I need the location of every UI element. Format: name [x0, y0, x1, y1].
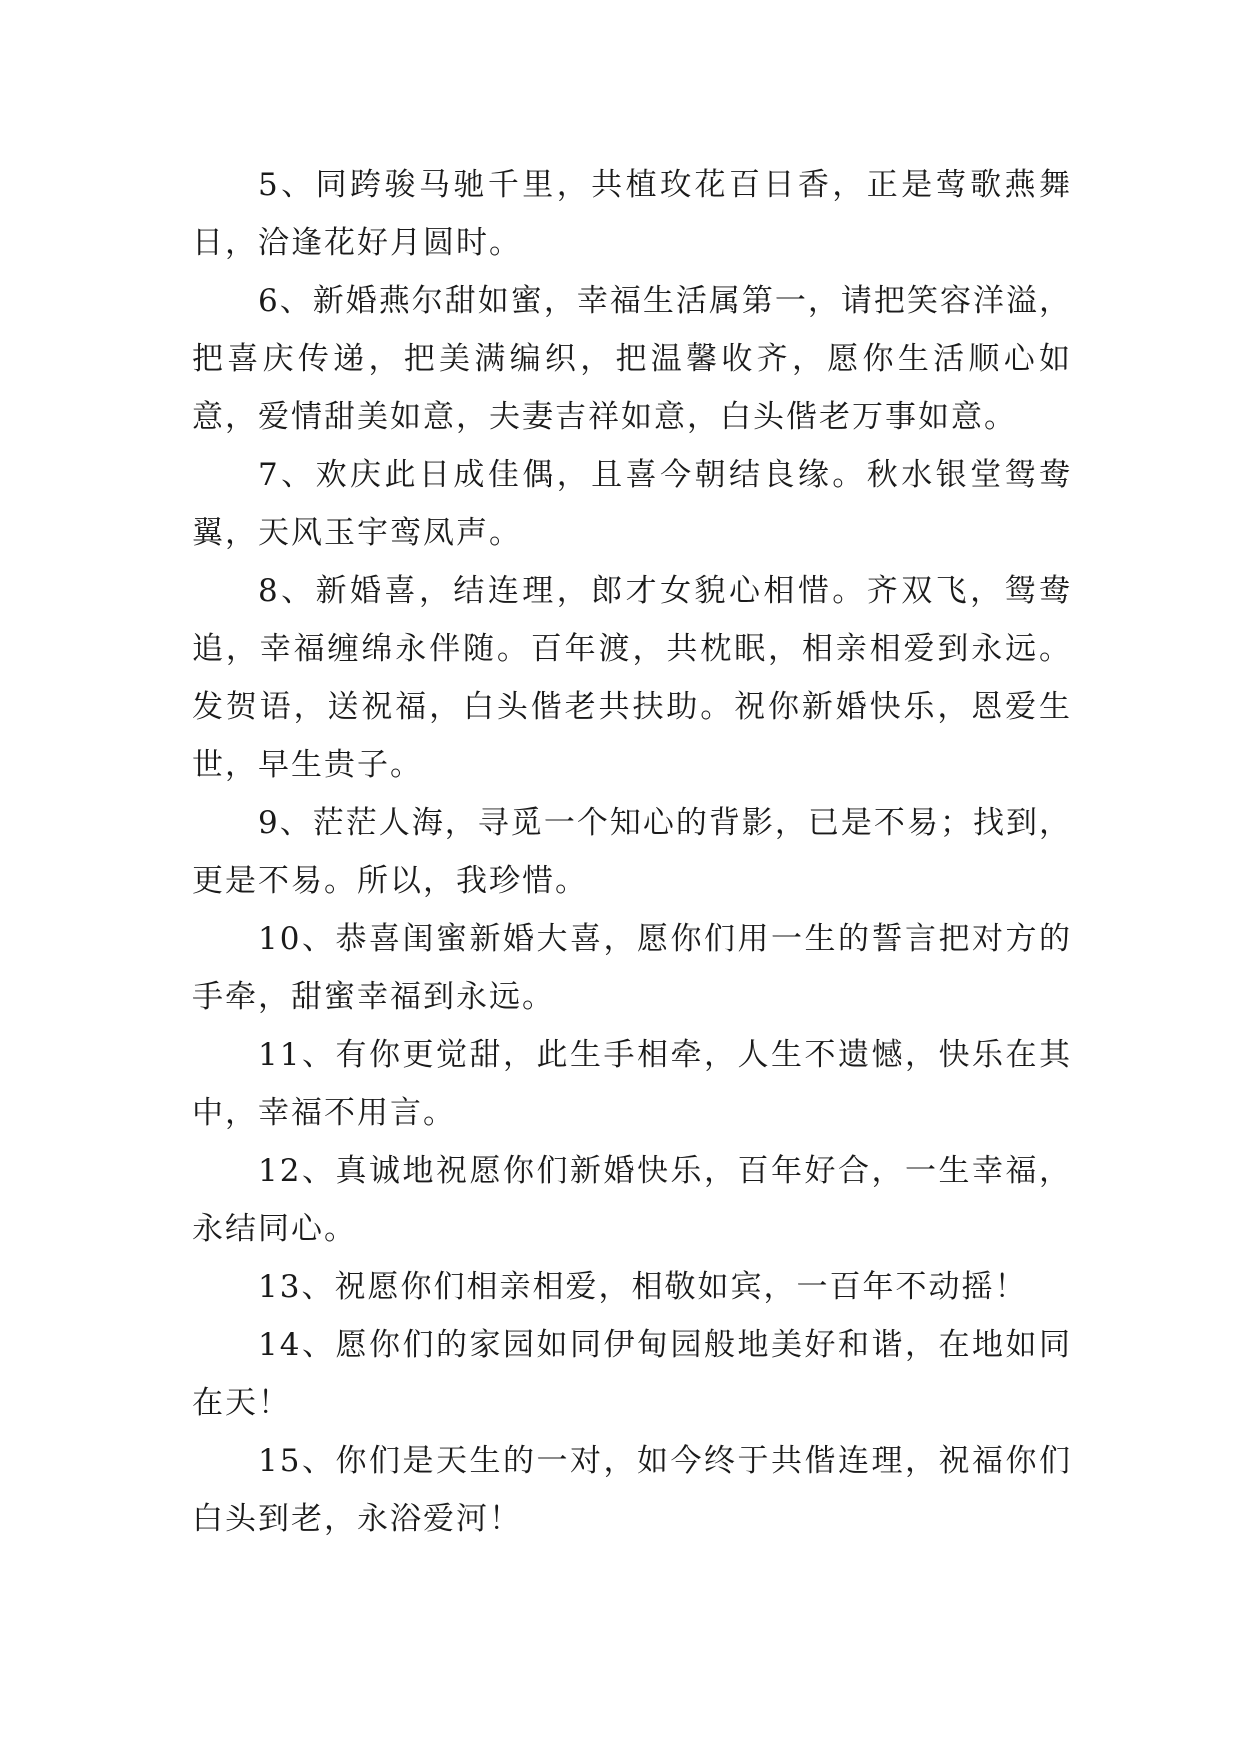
- paragraph-11: 11、有你更觉甜，此生手相牵，人生不遗憾，快乐在其中，幸福不用言。: [192, 1037, 1072, 1131]
- paragraph-15: 15、你们是天生的一对，如今终于共偕连理，祝福你们白头到老，永浴爱河！: [192, 1443, 1072, 1537]
- paragraph-10: 10、恭喜闺蜜新婚大喜，愿你们用一生的誓言把对方的手牵，甜蜜幸福到永远。: [192, 921, 1072, 1015]
- paragraph-12: 12、真诚地祝愿你们新婚快乐，百年好合，一生幸福，永结同心。: [192, 1153, 1072, 1247]
- paragraph-5: 5、同跨骏马驰千里，共植玫花百日香，正是莺歌燕舞日，洽逢花好月圆时。: [192, 167, 1072, 261]
- paragraph-14: 14、愿你们的家园如同伊甸园般地美好和谐，在地如同在天！: [192, 1327, 1072, 1421]
- paragraph-8: 8、新婚喜，结连理，郎才女貌心相惜。齐双飞，鸳鸯追，幸福缠绵永伴随。百年渡，共枕眠，相亲相爱到永远。发贺语，送祝福，白头偕老共扶助。祝你新婚快乐，恩爱生世，早生贵子。: [192, 573, 1072, 783]
- paragraph-13: 13、祝愿你们相亲相爱，相敬如宾，一百年不动摇！: [258, 1269, 1028, 1305]
- paragraph-9: 9、茫茫人海，寻觅一个知心的背影，已是不易；找到，更是不易。所以，我珍惜。: [192, 805, 1072, 899]
- paragraph-7: 7、欢庆此日成佳偶，且喜今朝结良缘。秋水银堂鸳鸯翼，天风玉宇鸾凤声。: [192, 457, 1072, 551]
- document-body: [192, 156, 1072, 1548]
- paragraph-6: 6、新婚燕尔甜如蜜，幸福生活属第一，请把笑容洋溢，把喜庆传递，把美满编织，把温馨收齐，愿你生活顺心如意，爱情甜美如意，夫妻吉祥如意，白头偕老万事如意。: [192, 283, 1072, 435]
